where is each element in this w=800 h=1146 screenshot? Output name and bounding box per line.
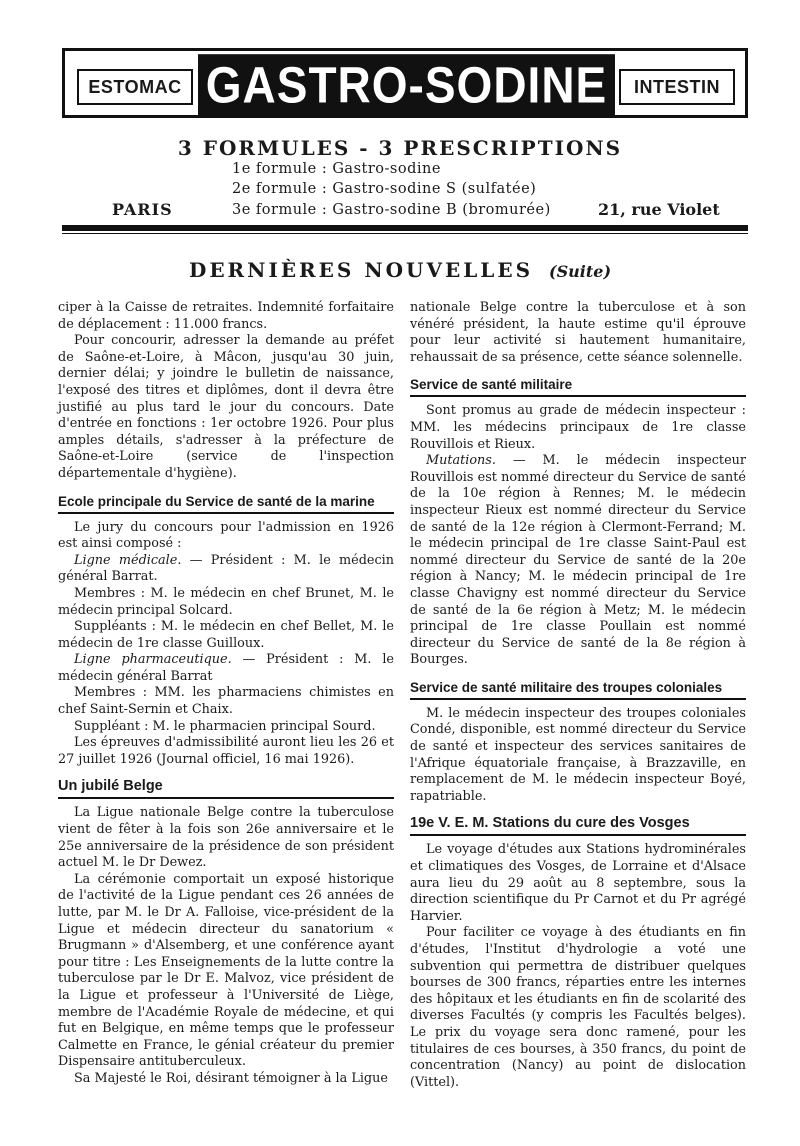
paragraph-text: — M. le médecin inspecteur Rouvillois est nommé directeur du Service de santé de la 10e région à Rennes; M. le médecin inspecteur Rieux est nommé directeur du Service de santé de la 12e région à Clermont-Ferrand; M. le médecin principal de 1re classe Saint-Paul est nommé directeur du Service de santé de la 20e région à Nancy; M. le médecin principal de 1re classe Chavigny est nommé directeur du Service de santé de la 6e région à Metz; M. le médecin principal de 1re classe Poullain est nommé directeur du Service de santé de la 8e région à Bourges. — [410, 453, 746, 668]
paragraph: Membres : M. le médecin en chef Brunet, M. le médecin principal Solcard. — [58, 585, 394, 618]
paragraph: ciper à la Caisse de retraites. Indemnité forfaitaire de déplacement : 11.000 francs. — [58, 300, 394, 332]
ad-brand-name: GASTRO-SODINE — [198, 54, 615, 116]
paragraph: La Ligue nationale Belge contre la tuberculose vient de fêter à la fois son 26e anniversaire et le 25e anniversaire de la présidence de son président actuel M. le Dr Dewez. — [58, 805, 394, 871]
paragraph-text: — Président : M. le médecin général Barrat — [58, 652, 394, 684]
italic-label: Mutations. — [426, 453, 496, 469]
paragraph: Pour faciliter ce voyage à des étudiants en fin d'études, l'Institut d'hydrologie a voté une subvention qui permettra de distribuer quelques bourses de 300 francs, réparties entre les internes des hôpitaux et les étudiants en fin de scolarité des diverses Facultés (y compris les Facultés belges). Le prix du voyage sera donc ramené, pour les titulaires de ces bourses, à 350 francs, du point de concentration (Nancy) au point de dislocation (Vittel). — [410, 925, 746, 1090]
heading-troupes-coloniales: Service de santé militaire des troupes coloniales — [410, 679, 746, 700]
paragraph: nationale Belge contre la tuberculose et à son vénéré président, la haute estime qu'il éprouve pour leur activité si hautement humanitaire, rehaussait de sa présence, cette séance solennelle. — [410, 300, 746, 365]
divider-thick — [62, 225, 748, 231]
paragraph: Le voyage d'études aux Stations hydrominérales et climatiques des Vosges, de Lorraine et d'Alsace aura lieu du 29 août au 8 septembre, sous la direction scientifique du Pr Carnot et du Pr agrégé Harvier. — [410, 842, 746, 924]
italic-label: Ligne pharmaceutique. — [74, 652, 232, 668]
paragraph — [58, 553, 394, 586]
heading-ecole-marine: Ecole principale du Service de santé de la marine — [58, 493, 394, 514]
paragraph: Membres : MM. les pharmaciens chimistes en chef Saint-Sernin et Chaix. — [58, 685, 394, 718]
left-column — [58, 300, 394, 1088]
paragraph: La cérémonie comportait un exposé historique de l'activité de la Ligue pendant ces 26 années de lutte, par M. le Dr A. Falloise, vice-président de la Ligue et médecin directeur du sanatorium « Brugmann » d'Alsemberg, et une conférence ayant pour titre : Les Enseignements de la lutte contre la tuberculose par le Dr E. Malvoz, vice président de la Ligue et professeur à l'Université de Liège, membre de l'Académie Royale de médecine, et qui fut en Belgique, en même temps que le professeur Calmette en France, le génial créateur du premier Dispensaire antituberculeux. — [58, 871, 394, 1070]
paragraph: Pour concourir, adresser la demande au préfet de Saône-et-Loire, à Mâcon, jusqu'au 30 juin, dernier délai; y joindre le bulletin de naissance, l'exposé des titres et diplômes, dont il devra être justifié au plus tard le jour du concours. Date d'entrée en fonctions : 1er octobre 1926. Pour plus amples détails, s'adresser à la préfecture de Saône-et-Loire (service de l'inspection départementale d'hygiène). — [58, 333, 394, 481]
paragraph: M. le médecin inspecteur des troupes coloniales Condé, disponible, est nommé directeur du Service de santé et inspecteur des services sanitaires de l'Afrique équatoriale française, à Brazzaville, en remplacement de M. le médecin inspecteur Boyé, rapatriable. — [410, 705, 746, 804]
paragraph: Suppléant : M. le pharmacien principal Sourd. — [74, 718, 376, 734]
right-column — [410, 300, 746, 1091]
divider-thin — [62, 233, 748, 234]
ad-city: PARIS — [112, 200, 173, 219]
section-title-text: DERNIÈRES NOUVELLES — [188, 258, 534, 282]
paragraph — [58, 652, 394, 685]
paragraph: Sont promus au grade de médecin inspecteur : MM. les médecins principaux de 1re classe Rouvillois et Rieux. — [410, 403, 746, 452]
section-title-suite: (Suite) — [549, 262, 612, 281]
paragraph: Les épreuves d'admissibilité auront lieu les 26 et 27 juillet 1926 (Journal officiel, 16 mai 1926). — [58, 735, 394, 767]
paragraph — [410, 453, 746, 669]
heading-stations-vosges: 19e V. E. M. Stations du cure des Vosges — [410, 815, 746, 836]
ad-formula-1: 1e formule : Gastro-sodine — [232, 161, 441, 177]
italic-label: Ligne médicale. — [74, 552, 182, 568]
paragraph: Sa Majesté le Roi, désirant témoigner à la Ligue — [74, 1070, 388, 1086]
heading-service-militaire: Service de santé militaire — [410, 376, 746, 397]
paragraph: Suppléants : M. le médecin en chef Bellet, M. le médecin de 1re classe Guilloux. — [58, 619, 394, 651]
ad-formula-2: 2e formule : Gastro-sodine S (sulfatée) — [232, 181, 537, 197]
section-title — [0, 258, 800, 282]
advertisement-banner — [62, 48, 748, 118]
heading-jubile-belge: Un jubilé Belge — [58, 778, 394, 799]
ad-address: 21, rue Violet — [598, 200, 720, 219]
paragraph: Le jury du concours pour l'admission en 1926 est ainsi composé : — [58, 519, 394, 552]
paragraph-text: — Président : M. le médecin général Barrat. — [58, 552, 395, 585]
ad-left-tag: ESTOMAC — [77, 69, 193, 105]
ad-right-tag: INTESTIN — [619, 69, 735, 105]
ad-headline: 3 FORMULES - 3 PRESCRIPTIONS — [177, 136, 623, 160]
ad-formula-3: 3e formule : Gastro-sodine B (bromurée) — [232, 202, 551, 218]
